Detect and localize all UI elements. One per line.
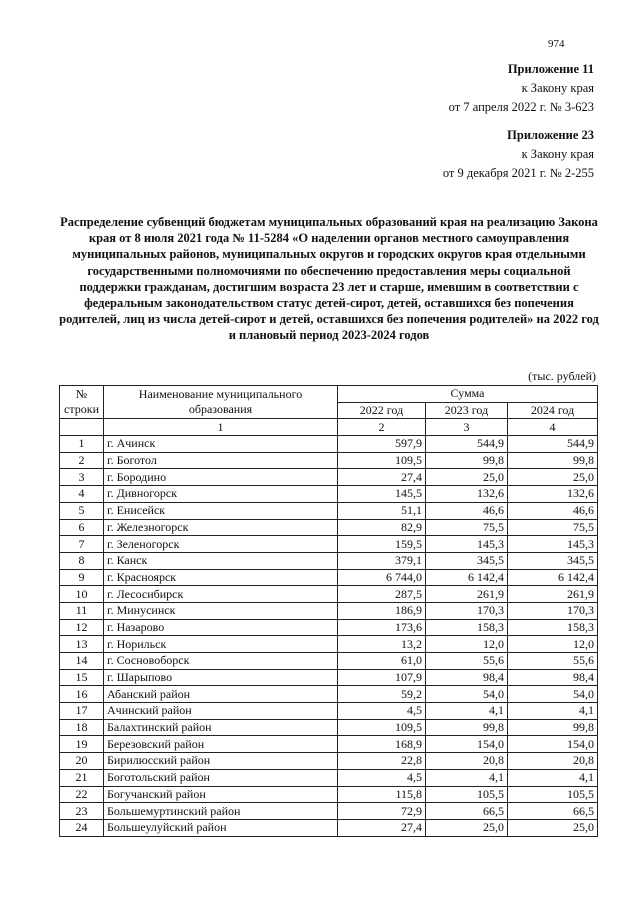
municipality-name-cell: г. Боготол xyxy=(104,452,338,469)
value-2024-cell: 105,5 xyxy=(508,786,598,803)
value-2024-cell: 132,6 xyxy=(508,486,598,503)
value-2024-cell: 55,6 xyxy=(508,653,598,670)
value-2022-cell: 173,6 xyxy=(338,619,426,636)
municipality-name-cell: г. Норильск xyxy=(104,636,338,653)
row-number-cell: 5 xyxy=(60,502,104,519)
value-2022-cell: 186,9 xyxy=(338,602,426,619)
header-name-line-1: Наименование муниципального xyxy=(138,387,303,402)
table-body xyxy=(60,436,598,837)
value-2022-cell: 6 744,0 xyxy=(338,569,426,586)
table-row xyxy=(60,469,598,486)
value-2023-cell: 75,5 xyxy=(426,519,508,536)
row-number-cell: 18 xyxy=(60,719,104,736)
value-2022-cell: 115,8 xyxy=(338,786,426,803)
value-2022-cell: 168,9 xyxy=(338,736,426,753)
value-2022-cell: 107,9 xyxy=(338,669,426,686)
value-2024-cell: 261,9 xyxy=(508,586,598,603)
municipality-name-cell: г. Ачинск xyxy=(104,436,338,453)
document-title: Распределение субвенций бюджетам муниципальных образований края на реализацию Закона края от 8 июля 2021 года № 11-5284 «О наделении органов местного самоуправления муниципальных районов, муниципальных округов и городских округов края отдельными государственными полномочиями по обеспечению предоставления меры социальной поддержки гражданам, достигшим возраста 23 лет и старше, имевшим в соответствии с федеральным законодательством статус детей-сирот, детей, оставшихся без попечения родителей, лиц из числа детей-сирот и детей, оставшихся без попечения родителей» на 2022 год и плановый период 2023-2024 годов xyxy=(59,215,599,343)
value-2024-cell: 145,3 xyxy=(508,536,598,553)
value-2024-cell: 20,8 xyxy=(508,753,598,770)
table-row xyxy=(60,602,598,619)
row-number-cell: 13 xyxy=(60,636,104,653)
value-2023-cell: 46,6 xyxy=(426,502,508,519)
value-2023-cell: 4,1 xyxy=(426,769,508,786)
value-2024-cell: 75,5 xyxy=(508,519,598,536)
table-row xyxy=(60,552,598,569)
municipality-name-cell: г. Красноярск xyxy=(104,569,338,586)
municipality-name-cell: Абанский район xyxy=(104,686,338,703)
value-2022-cell: 379,1 xyxy=(338,552,426,569)
municipality-name-cell: г. Минусинск xyxy=(104,602,338,619)
municipality-name-cell: Березовский район xyxy=(104,736,338,753)
value-2024-cell: 66,5 xyxy=(508,803,598,820)
value-2023-cell: 66,5 xyxy=(426,803,508,820)
header-municipality-name xyxy=(104,386,338,419)
table-row xyxy=(60,736,598,753)
value-2024-cell: 544,9 xyxy=(508,436,598,453)
value-2022-cell: 72,9 xyxy=(338,803,426,820)
municipality-name-cell: Ачинский район xyxy=(104,703,338,720)
header-index-4: 4 xyxy=(508,419,598,436)
value-2024-cell: 99,8 xyxy=(508,452,598,469)
header-name-line-2: образования xyxy=(188,402,253,417)
municipality-name-cell: Богучанский район xyxy=(104,786,338,803)
value-2022-cell: 109,5 xyxy=(338,719,426,736)
value-2023-cell: 6 142,4 xyxy=(426,569,508,586)
municipality-name-cell: г. Железногорск xyxy=(104,519,338,536)
table-row xyxy=(60,536,598,553)
row-number-cell: 15 xyxy=(60,669,104,686)
value-2023-cell: 54,0 xyxy=(426,686,508,703)
value-2024-cell: 98,4 xyxy=(508,669,598,686)
municipality-name-cell: г. Енисейск xyxy=(104,502,338,519)
value-2023-cell: 25,0 xyxy=(426,469,508,486)
table-row xyxy=(60,703,598,720)
table-row xyxy=(60,586,598,603)
header-row-number xyxy=(60,386,104,419)
value-2024-cell: 99,8 xyxy=(508,719,598,736)
row-number-cell: 20 xyxy=(60,753,104,770)
header-year-2022: 2022 год xyxy=(338,402,426,419)
subvention-table xyxy=(59,385,598,837)
row-number-cell: 4 xyxy=(60,486,104,503)
municipality-name-cell: г. Назарово xyxy=(104,619,338,636)
value-2023-cell: 261,9 xyxy=(426,586,508,603)
value-2022-cell: 159,5 xyxy=(338,536,426,553)
value-2024-cell: 46,6 xyxy=(508,502,598,519)
header-index-3: 3 xyxy=(426,419,508,436)
row-number-cell: 1 xyxy=(60,436,104,453)
value-2023-cell: 25,0 xyxy=(426,819,508,836)
header-sum: Сумма xyxy=(338,386,598,403)
value-2023-cell: 345,5 xyxy=(426,552,508,569)
value-2024-cell: 12,0 xyxy=(508,636,598,653)
table-row xyxy=(60,753,598,770)
header-year-2024: 2024 год xyxy=(508,402,598,419)
value-2024-cell: 25,0 xyxy=(508,469,598,486)
page-number: 974 xyxy=(548,38,565,50)
row-number-cell: 2 xyxy=(60,452,104,469)
row-number-cell: 12 xyxy=(60,619,104,636)
value-2022-cell: 109,5 xyxy=(338,452,426,469)
row-number-cell: 21 xyxy=(60,769,104,786)
value-2024-cell: 4,1 xyxy=(508,703,598,720)
annex-2-line-2: от 9 декабря 2021 г. № 2-255 xyxy=(442,166,594,180)
value-2022-cell: 51,1 xyxy=(338,502,426,519)
row-number-cell: 11 xyxy=(60,602,104,619)
annex-reference-2 xyxy=(443,126,594,183)
value-2022-cell: 27,4 xyxy=(338,469,426,486)
annex-1-heading: Приложение 11 xyxy=(507,62,594,76)
value-2023-cell: 154,0 xyxy=(426,736,508,753)
row-number-cell: 19 xyxy=(60,736,104,753)
value-2024-cell: 158,3 xyxy=(508,619,598,636)
units-label: (тыс. рублей) xyxy=(528,369,596,383)
row-number-cell: 17 xyxy=(60,703,104,720)
value-2022-cell: 61,0 xyxy=(338,653,426,670)
value-2023-cell: 99,8 xyxy=(426,719,508,736)
value-2023-cell: 544,9 xyxy=(426,436,508,453)
value-2022-cell: 287,5 xyxy=(338,586,426,603)
municipality-name-cell: Балахтинский район xyxy=(104,719,338,736)
municipality-name-cell: г. Канск xyxy=(104,552,338,569)
value-2022-cell: 27,4 xyxy=(338,819,426,836)
value-2022-cell: 59,2 xyxy=(338,686,426,703)
row-number-cell: 16 xyxy=(60,686,104,703)
table-row xyxy=(60,769,598,786)
value-2024-cell: 345,5 xyxy=(508,552,598,569)
value-2023-cell: 158,3 xyxy=(426,619,508,636)
value-2024-cell: 6 142,4 xyxy=(508,569,598,586)
table-row xyxy=(60,686,598,703)
value-2023-cell: 98,4 xyxy=(426,669,508,686)
value-2023-cell: 170,3 xyxy=(426,602,508,619)
value-2022-cell: 597,9 xyxy=(338,436,426,453)
table-row xyxy=(60,719,598,736)
header-row-number-line-1: № xyxy=(75,387,88,402)
table-row xyxy=(60,436,598,453)
header-row-number-line-2: строки xyxy=(64,402,99,417)
value-2023-cell: 20,8 xyxy=(426,753,508,770)
header-index-2: 2 xyxy=(338,419,426,436)
value-2022-cell: 13,2 xyxy=(338,636,426,653)
value-2024-cell: 154,0 xyxy=(508,736,598,753)
value-2023-cell: 4,1 xyxy=(426,703,508,720)
annex-1-line-2: от 7 апреля 2022 г. № 3-623 xyxy=(448,100,594,114)
value-2023-cell: 132,6 xyxy=(426,486,508,503)
row-number-cell: 7 xyxy=(60,536,104,553)
table-row xyxy=(60,669,598,686)
table-row xyxy=(60,786,598,803)
table-row xyxy=(60,619,598,636)
table-row xyxy=(60,819,598,836)
annex-2-line-1: к Закону края xyxy=(521,147,594,161)
municipality-name-cell: г. Шарыпово xyxy=(104,669,338,686)
value-2023-cell: 145,3 xyxy=(426,536,508,553)
row-number-cell: 9 xyxy=(60,569,104,586)
row-number-cell: 6 xyxy=(60,519,104,536)
value-2024-cell: 54,0 xyxy=(508,686,598,703)
municipality-name-cell: г. Лесосибирск xyxy=(104,586,338,603)
row-number-cell: 24 xyxy=(60,819,104,836)
row-number-cell: 23 xyxy=(60,803,104,820)
value-2022-cell: 145,5 xyxy=(338,486,426,503)
municipality-name-cell: Бирилюсский район xyxy=(104,753,338,770)
table-row xyxy=(60,569,598,586)
value-2023-cell: 12,0 xyxy=(426,636,508,653)
value-2024-cell: 170,3 xyxy=(508,602,598,619)
value-2022-cell: 4,5 xyxy=(338,703,426,720)
table-row xyxy=(60,502,598,519)
value-2022-cell: 4,5 xyxy=(338,769,426,786)
municipality-name-cell: г. Сосновоборск xyxy=(104,653,338,670)
header-blank-cell xyxy=(60,419,104,436)
row-number-cell: 14 xyxy=(60,653,104,670)
municipality-name-cell: Боготольский район xyxy=(104,769,338,786)
municipality-name-cell: г. Бородино xyxy=(104,469,338,486)
row-number-cell: 3 xyxy=(60,469,104,486)
value-2024-cell: 4,1 xyxy=(508,769,598,786)
table-row xyxy=(60,653,598,670)
value-2023-cell: 55,6 xyxy=(426,653,508,670)
header-year-2023: 2023 год xyxy=(426,402,508,419)
value-2022-cell: 82,9 xyxy=(338,519,426,536)
municipality-name-cell: Большеулуйский район xyxy=(104,819,338,836)
table-row xyxy=(60,519,598,536)
municipality-name-cell: г. Дивногорск xyxy=(104,486,338,503)
municipality-name-cell: г. Зеленогорск xyxy=(104,536,338,553)
value-2022-cell: 22,8 xyxy=(338,753,426,770)
value-2023-cell: 99,8 xyxy=(426,452,508,469)
row-number-cell: 10 xyxy=(60,586,104,603)
municipality-name-cell: Большемуртинский район xyxy=(104,803,338,820)
value-2023-cell: 105,5 xyxy=(426,786,508,803)
table-row xyxy=(60,803,598,820)
annex-1-line-1: к Закону края xyxy=(521,81,594,95)
value-2024-cell: 25,0 xyxy=(508,819,598,836)
row-number-cell: 22 xyxy=(60,786,104,803)
table-row xyxy=(60,486,598,503)
annex-reference-1 xyxy=(449,60,594,117)
row-number-cell: 8 xyxy=(60,552,104,569)
table-row xyxy=(60,636,598,653)
annex-2-heading: Приложение 23 xyxy=(507,128,594,142)
table-row xyxy=(60,452,598,469)
header-index-1: 1 xyxy=(104,419,338,436)
